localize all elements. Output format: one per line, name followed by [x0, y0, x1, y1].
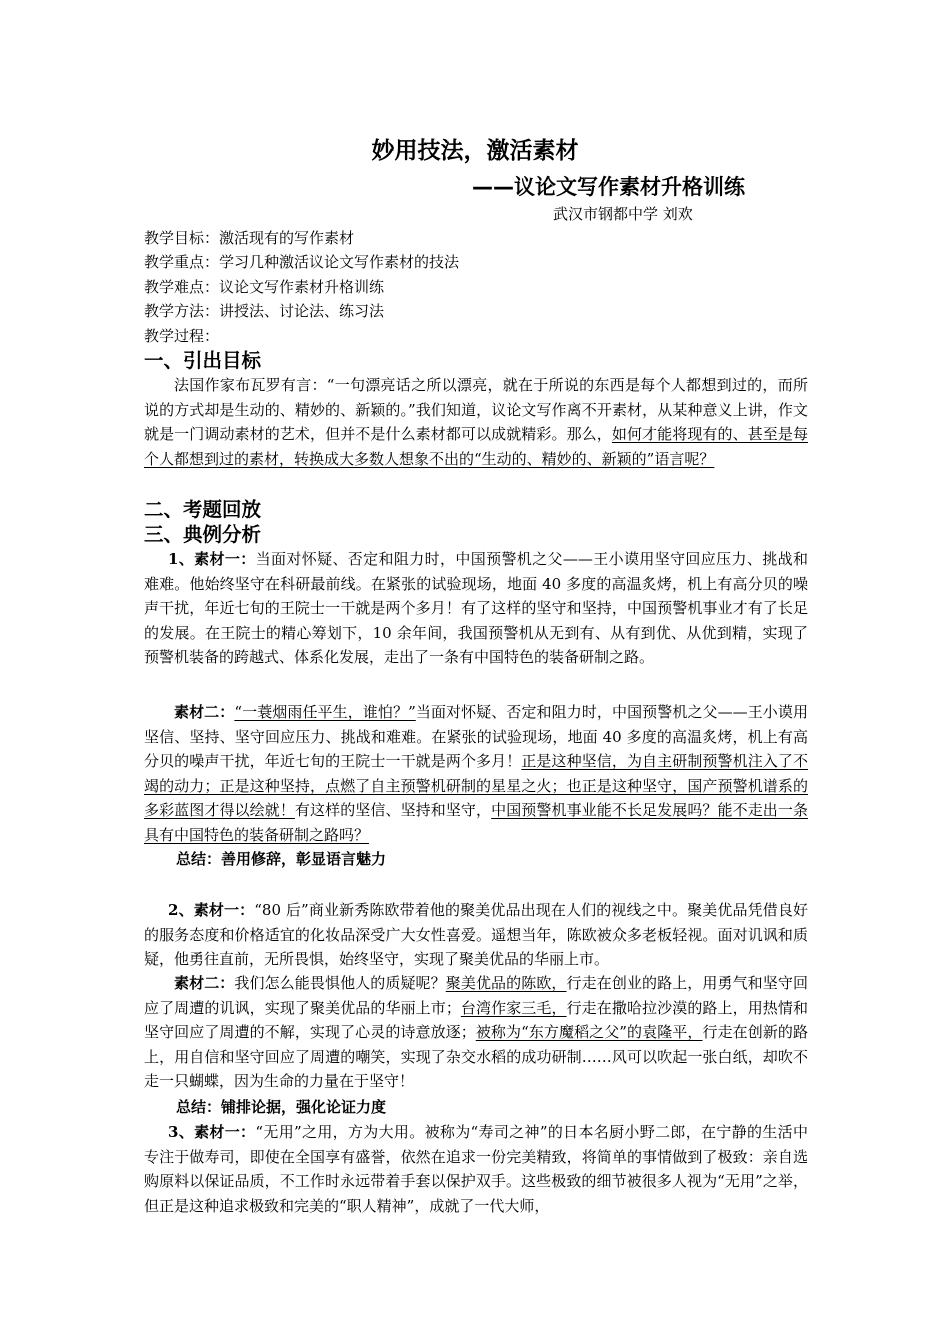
example2-material2-text2: 行走在创业的路上，用勇气和坚守回应了周遭的讥讽，实现了聚美优品的华丽上市；	[144, 974, 808, 1017]
teaching-focus: 教学重点：学习几种激活议论文写作素材的技法	[144, 253, 460, 272]
section-heading-2: 二、考题回放	[144, 498, 262, 521]
intro-underlined-question: 如何才能将现有的、甚至是每个人都想到过的素材，转换成大多数人想象不出的“生动的、精妙的、新颖的”语言呢？	[144, 425, 808, 468]
example1-material2-quote: “一蓑烟雨任平生，谁怕？”	[234, 703, 416, 721]
example3-material1	[144, 1120, 808, 1218]
example1-material2-text1: 当面对怀疑、否定和阻力时，中国预警机之父——王小谟用坚信、坚持、坚守回应压力、挑战和难难。在紧张的试验现场，地面 40 多度的高温炙烤，机上有高分贝的噪声干扰，年近七旬的王院士一干就是两个多月！	[144, 703, 808, 770]
example1-material2-label: 素材二：	[174, 703, 235, 721]
intro-text: 法国作家布瓦罗有言：“一句漂亮话之所以漂亮，就在于所说的东西是每个人都想到过的，而所说的方式却是生动的、精妙的、新颖的。”我们知道，议论文写作离不开素材，从某种意义上讲，作文就是一门调动素材的艺术，但并不是什么素材都可以成就精彩。那么，	[144, 376, 808, 443]
lesson-meta	[144, 226, 459, 348]
example1-material1	[144, 547, 808, 670]
example1-summary: 总结：善用修辞，彰显语言魅力	[176, 850, 387, 868]
example2-material2-text3: 行走在撒哈拉沙漠的路上，用热情和坚守回应了周遭的不解，实现了心灵的诗意放逐；	[144, 998, 808, 1041]
example2-material2-subject3: 被称为“东方魔稻之父”的袁隆平，	[475, 1023, 703, 1041]
example2-material2-label: 素材二：	[174, 974, 235, 992]
example1-material1-label: 1、素材一：	[168, 550, 256, 568]
document-title: 妙用技法，激活素材	[371, 138, 579, 164]
teaching-process: 教学过程：	[144, 326, 220, 345]
document-subtitle: ——议论文写作素材升格训练	[472, 175, 745, 199]
intro-paragraph	[144, 373, 808, 471]
teaching-method: 教学方法：讲授法、讨论法、练习法	[144, 302, 385, 321]
example1-material2	[144, 700, 808, 847]
example2-material1-text: “80 后”商业新秀陈欧带着他的聚美优品出现在人们的视线之中。聚美优品凭借良好的服务态度和价格适宜的化妆品深受广大女性喜爱。遥想当年，陈欧被众多老板轻视。面对讥讽和质疑，他勇往直前，无所畏惧，始终坚守，实现了聚美优品的华丽上市。	[144, 901, 808, 968]
example2-material2-subject2: 台湾作家三毛，	[460, 998, 567, 1017]
example2-summary: 总结：铺排论据，强化论证力度	[176, 1098, 387, 1116]
example3-material1-label: 3、素材一：	[168, 1123, 256, 1141]
author-line: 武汉市钢都中学 刘欢	[553, 205, 693, 223]
section-heading-3: 三、典例分析	[144, 523, 262, 546]
teaching-goal: 教学目标：激活现有的写作素材	[144, 229, 355, 247]
example1-material2-parallelism: 正是这种坚信，为自主研制预警机注入了不竭的动力；正是这种坚持，点燃了自主预警机研制的星星之火；也正是这种坚守，国产预警机谱系的多彩蓝图才得以绘就！	[144, 752, 808, 819]
example2-material1	[144, 898, 808, 972]
example2-material2-text4: 行走在创新的路上，用自信和坚守回应了周遭的嘲笑，实现了杂交水稻的成功研制……风可以吹起一张白纸，却吹不走一只蝴蝶，因为生命的力量在于坚守！	[144, 1023, 808, 1090]
example2-material1-label: 2、素材一：	[168, 901, 255, 919]
example3-material1-text: “无用”之用，方为大用。被称为“寿司之神”的日本名厨小野二郎，在宁静的生活中专注于做寿司，即使在全国享有盛誉，依然在追求一份完美精致，将简单的事情做到了极致：亲自选购原料以保证品质，不工作时永远带着手套以保护双手。这些极致的细节被很多人视为“无用”之举，但正是这种追求极致和完美的“职人精神”，成就了一代大师，	[144, 1123, 808, 1215]
teaching-difficulty: 教学难点：议论文写作素材升格训练	[144, 277, 385, 296]
example1-material2-rhetorical: 中国预警机事业能不长足发展吗？能不走出一条具有中国特色的装备研制之路吗？	[144, 801, 808, 844]
example1-material1-text: 当面对怀疑、否定和阻力时，中国预警机之父——王小谟用坚守回应压力、挑战和难难。他始终坚守在科研最前线。在紧张的试验现场，地面 40 多度的高温炙烤，机上有高分贝的噪声干扰，年近七旬的王院士一干就是两个多月！有了这样的坚守和坚持，中国预警机事业才有了长足的发展。在王院士的精心筹划下，10 余年间，我国预警机从无到有、从有到优、从优到精，实现了预警机装备的跨越式、体系化发展，走出了一条有中国特色的装备研制之路。	[144, 550, 808, 666]
example2-material2-text1: 我们怎么能畏惧他人的质疑呢？	[234, 974, 446, 992]
section-heading-1: 一、引出目标	[144, 349, 262, 372]
example2-material2-subject1: 聚美优品的陈欧，	[445, 974, 567, 992]
example1-material2-text2: 有这样的坚信、坚持和坚守，	[294, 801, 492, 819]
example2-material2	[144, 971, 808, 1094]
